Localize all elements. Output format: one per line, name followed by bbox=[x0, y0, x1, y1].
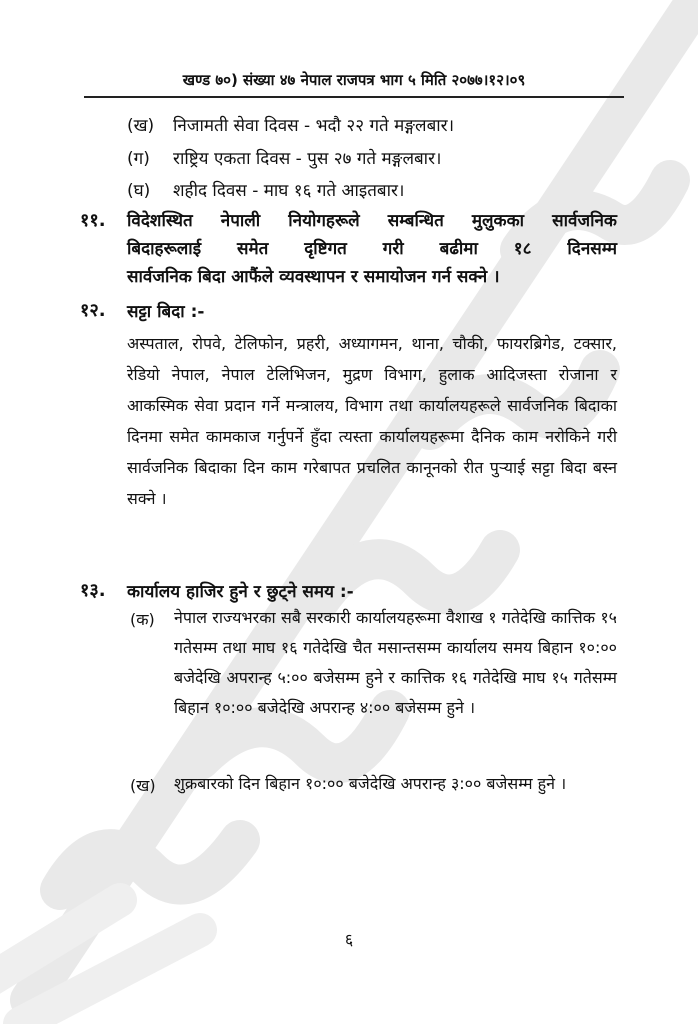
section-title: कार्यालय हाजिर हुने र छुट्ने समय :- bbox=[127, 582, 354, 602]
page-number: ६ bbox=[344, 930, 354, 949]
section-number: ११. bbox=[80, 210, 106, 231]
section-number: १३. bbox=[80, 580, 106, 601]
section-body: अस्पताल, रोपवे, टेलिफोन, प्रहरी, अध्यागमन, थाना, चौकी, फायरब्रिगेड, टक्सार, रेडियो नेपाल, नेपाल टेलिभिजन, मुद्रण विभाग, हुलाक आदिजस्ता रोजाना र आकस्मिक सेवा प्रदान गर्ने मन्त्रालय, विभाग तथा कार्यालयहरूले सार्वजनिक बिदाका दिनमा समेत कामकाज गर्नुपर्ने हुँदा त्यस्ता कार्यालयहरूमा दैनिक काम नरोकिने गरी सार्वजनिक बिदाका दिन काम गरेबापत प्रचलित कानूनको रीत पुर्‍याई सट्टा बिदा बस्न सक्ने । bbox=[127, 334, 617, 508]
sub-item: (घ) शहीद दिवस - माघ १६ गते आइतबार। bbox=[127, 181, 405, 201]
item-label: (ख) bbox=[130, 776, 156, 795]
running-header: खण्ड ७०) संख्या ४७ नेपाल राजपत्र भाग ५ मिति २०७७।१२।०९ bbox=[182, 71, 526, 89]
sub-item: (ग) राष्ट्रिय एकता दिवस - पुस २७ गते मङ्गलबार। bbox=[127, 149, 442, 169]
sub-item: (ख) निजामती सेवा दिवस - भदौ २२ गते मङ्गलबार। bbox=[127, 116, 455, 136]
item-text: नेपाल राज्यभरका सबै सरकारी कार्यालयहरूमा वैशाख १ गतेदेखि कात्तिक १५ गतेसम्म तथा माघ १६ गतेदेखि चैत मसान्तसम्म कार्यालय समय बिहान १०:०० बजेदेखि अपरान्ह ५:०० बजेसम्म हुने र कात्तिक १६ गतेदेखि माघ १५ गतेसम्म बिहान १०:०० बजेदेखि अपरान्ह ४:०० बजेसम्म हुने । bbox=[174, 608, 617, 717]
section-number: १२. bbox=[80, 300, 106, 321]
item-label: (क) bbox=[130, 610, 155, 629]
section-title: सट्टा बिदा :- bbox=[127, 302, 205, 322]
header-rule bbox=[84, 96, 624, 98]
section-heading: विदेशस्थित नेपाली नियोगहरूले सम्बन्धित मुलुकका सार्वजनिक बिदाहरूलाई समेत दृष्टिगत गरी बढीमा १८ दिनसम्म सार्वजनिक बिदा आफैंले व्यवस्थापन र समायोजन गर्न सक्ने । bbox=[127, 211, 617, 287]
item-text: शुक्रबारको दिन बिहान १०:०० बजेदेखि अपरान्ह ३:०० बजेसम्म हुने । bbox=[174, 774, 567, 793]
